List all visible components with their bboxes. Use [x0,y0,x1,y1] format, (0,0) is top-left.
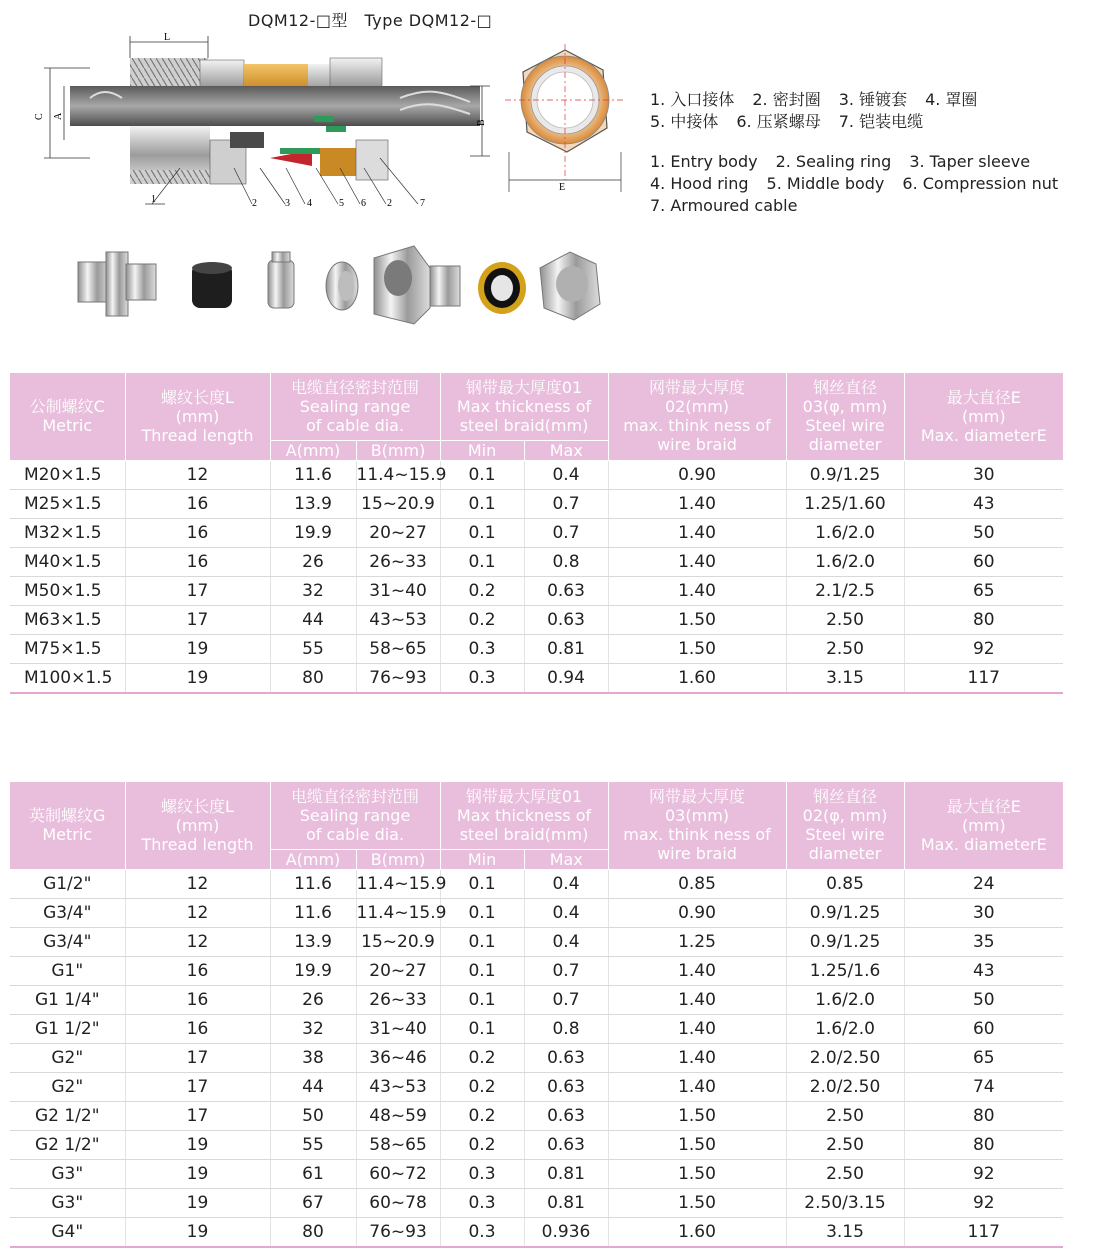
table-cell: 0.85 [786,869,904,898]
table-cell: 1.40 [608,985,786,1014]
table-cell: 19 [125,663,270,693]
table-cell: 43~53 [356,605,440,634]
table-row [10,489,1063,518]
table-cell: 36~46 [356,1043,440,1072]
table-cell: 16 [125,1014,270,1043]
table-cell: M63×1.5 [10,605,125,634]
table-cell: 11.6 [270,869,356,898]
table-cell: 0.9/1.25 [786,460,904,489]
table-cell: 13.9 [270,927,356,956]
table-cell: 0.8 [524,547,608,576]
table-cell: G1 1/2" [10,1014,125,1043]
legend-cn-line-2: 5. 中接体 6. 压紧螺母 7. 铠装电缆 [650,112,924,131]
table-cell: 1.6/2.0 [786,985,904,1014]
table-cell: 11.4~15.9 [356,898,440,927]
table-cell: 60 [904,547,1063,576]
table-cell: 0.1 [440,489,524,518]
table-cell: 0.8 [524,1014,608,1043]
callout-1: 1 [151,194,156,205]
table-cell: 58~65 [356,634,440,663]
table-cell: 26 [270,985,356,1014]
table-cell: 26~33 [356,547,440,576]
table-cell: 16 [125,547,270,576]
table-cell: 76~93 [356,663,440,693]
table-cell: 1.50 [608,1159,786,1188]
table-cell: 58~65 [356,1130,440,1159]
table-cell: 1.40 [608,547,786,576]
table-cell: 55 [270,634,356,663]
table-cell: 80 [270,663,356,693]
table-row [10,634,1063,663]
table-cell: G3/4" [10,898,125,927]
col-header-steel-wire: 钢丝直径 02(φ, mm) Steel wire diameter [786,782,904,869]
table-cell: 65 [904,576,1063,605]
table-cell: 55 [270,1130,356,1159]
table-cell: 19 [125,1159,270,1188]
table-cell: 2.50 [786,1130,904,1159]
table-cell: 60~78 [356,1188,440,1217]
table-cell: 17 [125,1101,270,1130]
table-row [10,518,1063,547]
table-cell: 16 [125,489,270,518]
col-header-a: A(mm) [270,849,356,869]
table-cell: 1.60 [608,1217,786,1247]
table-row [10,985,1063,1014]
table-row [10,927,1063,956]
table-cell: 1.50 [608,634,786,663]
col-header-max: Max [524,849,608,869]
table-cell: 17 [125,1072,270,1101]
table-cell: 0.2 [440,576,524,605]
table-row [10,663,1063,693]
dimension-a-label: A [53,112,64,120]
table-cell: 0.63 [524,1043,608,1072]
table-cell: 3.15 [786,1217,904,1247]
table-cell: 0.4 [524,460,608,489]
table-row [10,1014,1063,1043]
col-header-steel-wire: 钢丝直径 03(φ, mm) Steel wire diameter [786,373,904,460]
photo-taper-sleeve [268,252,294,308]
table-row [10,1217,1063,1247]
table-cell: 117 [904,1217,1063,1247]
table-cell: 0.936 [524,1217,608,1247]
table-cell: 0.2 [440,1072,524,1101]
table-cell: 0.81 [524,634,608,663]
table-cell: G2" [10,1072,125,1101]
table-cell: 1.25/1.6 [786,956,904,985]
table-cell: 1.60 [608,663,786,693]
table-cell: 0.3 [440,1188,524,1217]
table-cell: 12 [125,460,270,489]
table-row [10,547,1063,576]
table-cell: 16 [125,518,270,547]
table-cell: 48~59 [356,1101,440,1130]
table-cell: 30 [904,898,1063,927]
table-cell: 61 [270,1159,356,1188]
table-cell: M20×1.5 [10,460,125,489]
table-cell: G3" [10,1188,125,1217]
table-cell: M25×1.5 [10,489,125,518]
table-cell: 1.6/2.0 [786,547,904,576]
col-header-thread: 公制螺纹C Metric [10,373,125,460]
table-cell: 1.25/1.60 [786,489,904,518]
table-cell: 43 [904,489,1063,518]
table-cell: 0.3 [440,1159,524,1188]
table-cell: 0.4 [524,927,608,956]
table-cell: 1.25 [608,927,786,956]
table-cell: 17 [125,605,270,634]
col-header-min: Min [440,849,524,869]
table-cell: 11.6 [270,460,356,489]
table-cell: 19 [125,1217,270,1247]
table-cell: 26~33 [356,985,440,1014]
table-cell: 0.1 [440,518,524,547]
table-cell: M50×1.5 [10,576,125,605]
table-cell: 0.63 [524,1072,608,1101]
table-cell: 1.50 [608,1101,786,1130]
table-cell: 0.7 [524,518,608,547]
table-cell: G2 1/2" [10,1101,125,1130]
table-cell: 12 [125,927,270,956]
legend-cn-line-1: 1. 入口接体 2. 密封圈 3. 锤镀套 4. 罩圈 [650,90,978,109]
col-header-steel-braid: 钢带最大厚度01 Max thickness of steel braid(mm) [440,782,608,849]
table-cell: 2.1/2.5 [786,576,904,605]
table-cell: 26 [270,547,356,576]
col-header-thread-length: 螺纹长度L (mm) Thread length [125,782,270,869]
table-cell: 31~40 [356,576,440,605]
table-cell: 0.2 [440,1101,524,1130]
col-header-b: B(mm) [356,849,440,869]
dimension-e-label: E [559,182,566,193]
table-row [10,576,1063,605]
table-cell: M100×1.5 [10,663,125,693]
col-header-steel-braid: 钢带最大厚度01 Max thickness of steel braid(mm) [440,373,608,440]
table-cell: 12 [125,869,270,898]
table-cell: 43~53 [356,1072,440,1101]
col-header-thread: 英制螺纹G Metric [10,782,125,869]
table-row [10,460,1063,489]
table-cell: 31~40 [356,1014,440,1043]
col-header-min: Min [440,440,524,460]
table-cell: M75×1.5 [10,634,125,663]
table-cell: 32 [270,1014,356,1043]
col-header-thread-length: 螺纹长度L (mm) Thread length [125,373,270,460]
table-cell: 92 [904,1159,1063,1188]
table-cell: M32×1.5 [10,518,125,547]
col-header-max-diameter: 最大直径E (mm) Max. diameterE [904,782,1063,869]
table-cell: 1.40 [608,956,786,985]
table-row [10,1072,1063,1101]
table-cell: 2.0/2.50 [786,1072,904,1101]
table-cell: 1.40 [608,1014,786,1043]
table-cell: 0.1 [440,956,524,985]
table-row [10,956,1063,985]
table-cell: 0.1 [440,898,524,927]
table-cell: 60 [904,1014,1063,1043]
legend-en-line-1: 1. Entry body 2. Sealing ring 3. Taper sleeve [650,152,1031,171]
table-row [10,1188,1063,1217]
table-cell: 35 [904,927,1063,956]
callout-2: 2 [252,198,257,209]
table-cell: G3" [10,1159,125,1188]
col-header-max: Max [524,440,608,460]
table-cell: 80 [904,1101,1063,1130]
table-row [10,1159,1063,1188]
table-cell: 0.1 [440,460,524,489]
table-cell: 0.7 [524,956,608,985]
col-header-wire-braid: 网带最大厚度 02(mm) max. think ness of wire braid [608,373,786,460]
table-cell: 44 [270,1072,356,1101]
table-cell: 0.1 [440,1014,524,1043]
table-cell: 11.4~15.9 [356,869,440,898]
table-cell: 1.40 [608,576,786,605]
table-cell: 0.90 [608,460,786,489]
table-cell: 0.94 [524,663,608,693]
table-cell: G1" [10,956,125,985]
callout-6: 6 [361,198,366,209]
table-cell: 2.50 [786,1159,904,1188]
table-cell: 117 [904,663,1063,693]
table-cell: 0.63 [524,1101,608,1130]
table-cell: 1.6/2.0 [786,518,904,547]
table-row [10,869,1063,898]
photo-hood-ring [326,262,358,310]
dimension-c-label: C [34,113,45,120]
table-cell: 0.3 [440,634,524,663]
table-cell: 80 [904,1130,1063,1159]
table-cell: 1.40 [608,489,786,518]
photo-middle-body [374,246,460,324]
table-cell: 2.0/2.50 [786,1043,904,1072]
photo-compression-ring [478,262,526,314]
table-cell: 24 [904,869,1063,898]
table-cell: 11.6 [270,898,356,927]
table-cell: 74 [904,1072,1063,1101]
table-cell: 0.4 [524,869,608,898]
table-cell: 0.9/1.25 [786,898,904,927]
callout-5: 5 [339,198,344,209]
table-cell: 92 [904,1188,1063,1217]
table-cell: 1.40 [608,1072,786,1101]
col-header-b: B(mm) [356,440,440,460]
photo-compression-nut [540,252,600,320]
photo-sealing-ring [192,262,232,308]
table-cell: 0.90 [608,898,786,927]
table-cell: 1.50 [608,605,786,634]
table-cell: 80 [270,1217,356,1247]
table-cell: 38 [270,1043,356,1072]
table-cell: 0.63 [524,576,608,605]
table-cell: 0.4 [524,898,608,927]
table-cell: 16 [125,956,270,985]
table-row [10,1043,1063,1072]
table-cell: 60~72 [356,1159,440,1188]
table-row [10,898,1063,927]
table-cell: 2.50 [786,1101,904,1130]
end-view-hex-diagram [495,40,635,200]
table-cell: 15~20.9 [356,927,440,956]
table-cell: 0.1 [440,985,524,1014]
table-cell: 3.15 [786,663,904,693]
table-cell: 12 [125,898,270,927]
table-cell: 20~27 [356,956,440,985]
table-cell: 92 [904,634,1063,663]
legend-en-line-2: 4. Hood ring 5. Middle body 6. Compression nut [650,174,1059,193]
table-cell: 76~93 [356,1217,440,1247]
table-cell: 1.6/2.0 [786,1014,904,1043]
table-cell: 15~20.9 [356,489,440,518]
table-row [10,1101,1063,1130]
callout-2b: 2 [387,198,392,209]
table-cell: 65 [904,1043,1063,1072]
table-cell: 19 [125,634,270,663]
table-cell: 80 [904,605,1063,634]
table-cell: G2" [10,1043,125,1072]
table-cell: 11.4~15.9 [356,460,440,489]
col-header-sealing-range: 电缆直径密封范围 Sealing range of cable dia. [270,782,440,849]
table-cell: 32 [270,576,356,605]
col-header-sealing-range: 电缆直径密封范围 Sealing range of cable dia. [270,373,440,440]
table-cell: 2.50 [786,634,904,663]
table-cell: 0.81 [524,1188,608,1217]
table-cell: 2.50 [786,605,904,634]
table-cell: 0.1 [440,927,524,956]
callout-4: 4 [307,198,312,209]
table-cell: 19 [125,1188,270,1217]
table-cell: 1.50 [608,1130,786,1159]
table-cell: 0.63 [524,605,608,634]
table-cell: 0.3 [440,1217,524,1247]
table-cell: 0.1 [440,869,524,898]
table-cell: M40×1.5 [10,547,125,576]
callout-7: 7 [420,198,425,209]
table-cell: 19.9 [270,956,356,985]
table-cell: 0.2 [440,1043,524,1072]
table-cell: 19.9 [270,518,356,547]
table-cell: 0.2 [440,1130,524,1159]
table-cell: G1/2" [10,869,125,898]
table-cell: 2.50/3.15 [786,1188,904,1217]
table-cell: 50 [904,518,1063,547]
dimension-l-label: L [164,32,171,43]
table-cell: 0.2 [440,605,524,634]
table-cell: 19 [125,1130,270,1159]
callout-3: 3 [285,198,290,209]
imperial-thread-spec-table [10,782,1063,1248]
table-cell: G4" [10,1217,125,1247]
table-cell: 1.40 [608,518,786,547]
table-cell: 50 [270,1101,356,1130]
table-cell: 0.85 [608,869,786,898]
table-cell: G1 1/4" [10,985,125,1014]
col-header-max-diameter: 最大直径E (mm) Max. diameterE [904,373,1063,460]
table-cell: 43 [904,956,1063,985]
photo-entry-body [78,252,156,316]
page-title: DQM12-□型 Type DQM12-□ [248,11,493,30]
table-cell: 30 [904,460,1063,489]
table-cell: 0.3 [440,663,524,693]
table-cell: 16 [125,985,270,1014]
table-cell: 0.81 [524,1159,608,1188]
cable-gland-cross-section-diagram [30,28,490,213]
table-cell: G2 1/2" [10,1130,125,1159]
table-cell: 0.7 [524,985,608,1014]
table-cell: 0.7 [524,489,608,518]
col-header-wire-braid: 网带最大厚度 03(mm) max. think ness of wire braid [608,782,786,869]
table-cell: 20~27 [356,518,440,547]
table-cell: 1.50 [608,1188,786,1217]
metric-thread-spec-table [10,373,1063,694]
table-cell: 17 [125,1043,270,1072]
table-row [10,1130,1063,1159]
table-cell: 0.63 [524,1130,608,1159]
table-cell: 44 [270,605,356,634]
col-header-a: A(mm) [270,440,356,460]
table-row [10,605,1063,634]
table-cell: 17 [125,576,270,605]
table-cell: 1.40 [608,1043,786,1072]
component-photos [70,238,630,328]
table-cell: 67 [270,1188,356,1217]
table-cell: 0.1 [440,547,524,576]
legend-en-line-3: 7. Armoured cable [650,196,798,215]
dimension-b-label: B [476,119,487,126]
table-cell: 50 [904,985,1063,1014]
table-cell: 0.9/1.25 [786,927,904,956]
table-cell: G3/4" [10,927,125,956]
table-cell: 13.9 [270,489,356,518]
